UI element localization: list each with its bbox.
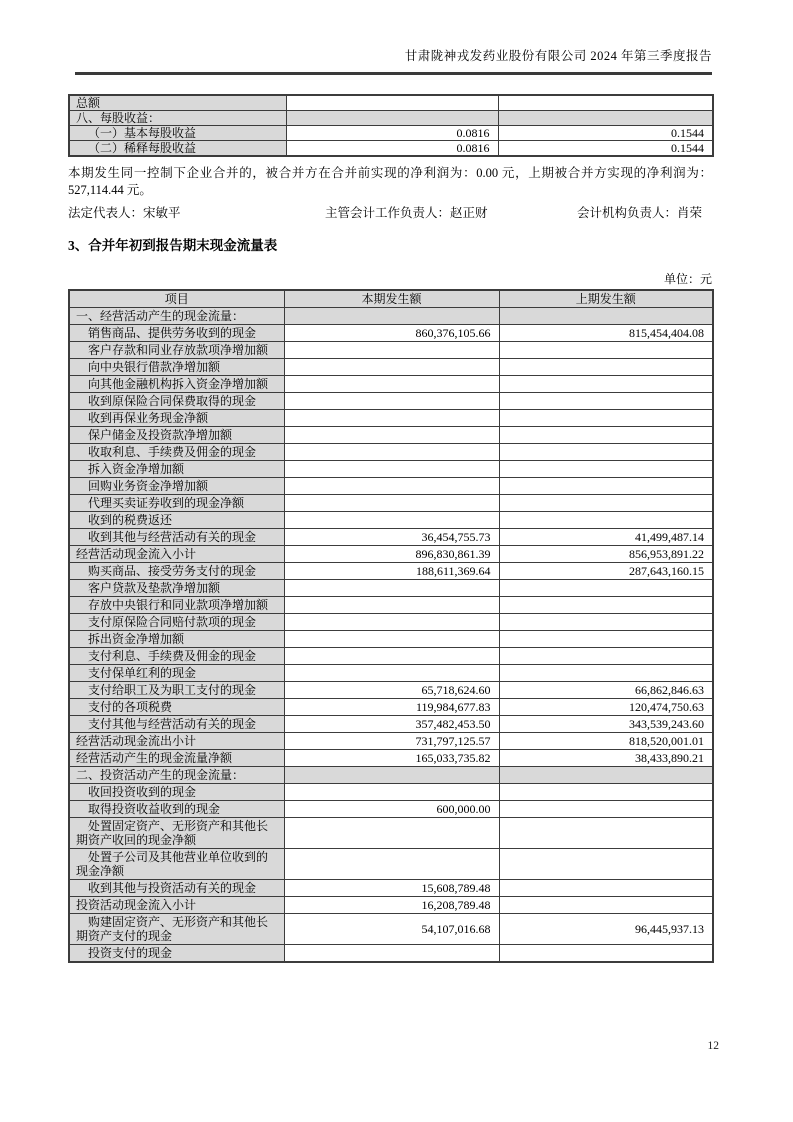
prior-value-cell — [499, 783, 713, 800]
merger-note-paragraph: 本期发生同一控制下企业合并的，被合并方在合并前实现的净利润为：0.00 元，上期被合并方实现的净利润为：527,114.44 元。 — [68, 165, 712, 197]
header-row — [69, 290, 713, 308]
col-prior-header: 上期发生额 — [499, 290, 713, 308]
prior-value-cell — [499, 341, 713, 358]
row-label: 向其他金融机构拆入资金净增加额 — [69, 375, 284, 392]
row-label: 投资活动现金流入小计 — [69, 896, 284, 913]
prior-value-cell — [499, 409, 713, 426]
current-value-cell — [284, 375, 499, 392]
row-label: 代理买卖证券收到的现金净额 — [69, 494, 284, 511]
table-row — [69, 460, 713, 477]
table-row — [69, 800, 713, 817]
current-value-cell — [284, 817, 499, 848]
prior-value-cell — [499, 817, 713, 848]
row-label: （二）稀释每股收益 — [69, 140, 286, 156]
table-row — [69, 596, 713, 613]
row-label: 八、每股收益： — [69, 110, 286, 125]
cashflow-table-header — [69, 290, 713, 308]
prior-value-cell — [499, 477, 713, 494]
row-label: 投资支付的现金 — [69, 944, 284, 962]
row-label: 支付给职工及为职工支付的现金 — [69, 681, 284, 698]
row-label: 收到原保险合同保费取得的现金 — [69, 392, 284, 409]
row-label: 收到其他与经营活动有关的现金 — [69, 528, 284, 545]
current-value-cell — [284, 477, 499, 494]
row-label: 拆出资金净增加额 — [69, 630, 284, 647]
prior-value-cell: 815,454,404.08 — [499, 324, 713, 341]
prior-value-cell — [499, 426, 713, 443]
prior-value-cell — [498, 110, 713, 125]
eps-table — [68, 94, 714, 157]
current-value-cell — [284, 494, 499, 511]
table-row — [69, 375, 713, 392]
current-value-cell — [284, 596, 499, 613]
page-number: 12 — [707, 1040, 719, 1052]
header-rule — [75, 72, 712, 75]
col-current-header: 本期发生额 — [284, 290, 499, 308]
row-label: 支付保单红利的现金 — [69, 664, 284, 681]
row-label: 支付利息、手续费及佣金的现金 — [69, 647, 284, 664]
prior-value-cell — [499, 460, 713, 477]
prior-value-cell: 96,445,937.13 — [499, 913, 713, 944]
table-row — [69, 944, 713, 962]
prior-value-cell: 41,499,487.14 — [499, 528, 713, 545]
current-value-cell — [284, 848, 499, 879]
table-row — [69, 95, 713, 111]
row-label: 支付其他与经营活动有关的现金 — [69, 715, 284, 732]
current-value-cell — [284, 443, 499, 460]
prior-value-cell — [499, 358, 713, 375]
table-row — [69, 545, 713, 562]
current-value-cell: 16,208,789.48 — [284, 896, 499, 913]
row-label: 拆入资金净增加额 — [69, 460, 284, 477]
table-row — [69, 715, 713, 732]
table-row — [69, 125, 713, 140]
table-row — [69, 562, 713, 579]
current-value-cell — [284, 307, 499, 324]
current-value-cell: 0.0816 — [286, 125, 498, 140]
current-value-cell: 65,718,624.60 — [284, 681, 499, 698]
table-row — [69, 579, 713, 596]
row-label: 经营活动现金流入小计 — [69, 545, 284, 562]
current-value-cell — [284, 341, 499, 358]
current-value-cell — [284, 426, 499, 443]
prior-value-cell: 343,539,243.60 — [499, 715, 713, 732]
table-row — [69, 426, 713, 443]
current-value-cell: 896,830,861.39 — [284, 545, 499, 562]
row-label: 总额 — [69, 95, 286, 111]
current-value-cell: 119,984,677.83 — [284, 698, 499, 715]
current-value-cell: 15,608,789.48 — [284, 879, 499, 896]
prior-value-cell — [499, 494, 713, 511]
prior-value-cell: 38,433,890.21 — [499, 749, 713, 766]
table-row — [69, 681, 713, 698]
prior-value-cell: 66,862,846.63 — [499, 681, 713, 698]
row-label: 经营活动现金流出小计 — [69, 732, 284, 749]
table-row — [69, 341, 713, 358]
current-value-cell — [284, 664, 499, 681]
current-value-cell — [284, 409, 499, 426]
table-row — [69, 766, 713, 783]
row-label: 处置子公司及其他营业单位收到的现金净额 — [69, 848, 284, 879]
cashflow-table-body — [69, 307, 713, 962]
current-value-cell — [284, 766, 499, 783]
prior-value-cell — [499, 375, 713, 392]
table-row — [69, 409, 713, 426]
current-value-cell — [284, 392, 499, 409]
prior-value-cell — [499, 511, 713, 528]
row-label: 取得投资收益收到的现金 — [69, 800, 284, 817]
table-row — [69, 511, 713, 528]
prior-value-cell — [499, 766, 713, 783]
current-value-cell — [286, 110, 498, 125]
prior-value-cell — [499, 596, 713, 613]
row-label: 客户贷款及垫款净增加额 — [69, 579, 284, 596]
section-heading: 3、合并年初到报告期末现金流量表 — [68, 237, 278, 253]
table-row — [69, 110, 713, 125]
table-row — [69, 848, 713, 879]
prior-value-cell — [499, 647, 713, 664]
table-row — [69, 307, 713, 324]
current-value-cell — [284, 511, 499, 528]
row-label: 存放中央银行和同业款项净增加额 — [69, 596, 284, 613]
table-row — [69, 664, 713, 681]
chief-accountant-signatory: 主管会计工作负责人：赵正财 — [325, 205, 488, 220]
row-label: 收取利息、手续费及佣金的现金 — [69, 443, 284, 460]
prior-value-cell — [499, 896, 713, 913]
prior-value-cell — [498, 95, 713, 111]
current-value-cell — [284, 460, 499, 477]
current-value-cell: 860,376,105.66 — [284, 324, 499, 341]
table-row — [69, 896, 713, 913]
prior-value-cell — [499, 848, 713, 879]
table-row — [69, 358, 713, 375]
prior-value-cell — [499, 800, 713, 817]
row-label: 收到其他与投资活动有关的现金 — [69, 879, 284, 896]
prior-value-cell — [499, 944, 713, 962]
prior-value-cell: 287,643,160.15 — [499, 562, 713, 579]
table-row — [69, 477, 713, 494]
table-row — [69, 630, 713, 647]
current-value-cell — [284, 647, 499, 664]
row-label: 购买商品、接受劳务支付的现金 — [69, 562, 284, 579]
prior-value-cell — [499, 879, 713, 896]
doc-header-title: 甘肃陇神戎发药业股份有限公司 2024 年第三季度报告 — [404, 49, 712, 63]
row-label: 经营活动产生的现金流量净额 — [69, 749, 284, 766]
legal-representative: 法定代表人：宋敏平 — [68, 205, 181, 220]
table-row — [69, 817, 713, 848]
table-row — [69, 613, 713, 630]
prior-value-cell — [499, 392, 713, 409]
table-row — [69, 647, 713, 664]
prior-value-cell — [499, 443, 713, 460]
current-value-cell: 731,797,125.57 — [284, 732, 499, 749]
table-row — [69, 528, 713, 545]
table-row — [69, 392, 713, 409]
current-value-cell: 165,033,735.82 — [284, 749, 499, 766]
prior-value-cell — [499, 630, 713, 647]
row-label: 向中央银行借款净增加额 — [69, 358, 284, 375]
col-item-header: 项目 — [69, 290, 284, 308]
current-value-cell — [284, 613, 499, 630]
current-value-cell: 600,000.00 — [284, 800, 499, 817]
table-row — [69, 749, 713, 766]
current-value-cell: 54,107,016.68 — [284, 913, 499, 944]
table-row — [69, 140, 713, 156]
prior-value-cell: 818,520,001.01 — [499, 732, 713, 749]
current-value-cell — [286, 95, 498, 111]
row-label: 回购业务资金净增加额 — [69, 477, 284, 494]
prior-value-cell: 0.1544 — [498, 125, 713, 140]
accounting-head-signatory: 会计机构负责人：肖荣 — [577, 205, 703, 220]
prior-value-cell: 0.1544 — [498, 140, 713, 156]
current-value-cell: 36,454,755.73 — [284, 528, 499, 545]
table-row — [69, 698, 713, 715]
row-label: 收回投资收到的现金 — [69, 783, 284, 800]
eps-table-body — [69, 95, 713, 156]
current-value-cell: 188,611,369.64 — [284, 562, 499, 579]
row-label: 销售商品、提供劳务收到的现金 — [69, 324, 284, 341]
prior-value-cell: 120,474,750.63 — [499, 698, 713, 715]
table-row — [69, 443, 713, 460]
table-row — [69, 324, 713, 341]
prior-value-cell — [499, 579, 713, 596]
row-label: 客户存款和同业存放款项净增加额 — [69, 341, 284, 358]
row-label: 支付的各项税费 — [69, 698, 284, 715]
row-label: （一）基本每股收益 — [69, 125, 286, 140]
row-label: 购建固定资产、无形资产和其他长期资产支付的现金 — [69, 913, 284, 944]
table-row — [69, 783, 713, 800]
current-value-cell — [284, 944, 499, 962]
row-label: 收到再保业务现金净额 — [69, 409, 284, 426]
table-row — [69, 732, 713, 749]
unit-label: 单位：元 — [663, 271, 712, 286]
row-label: 二、投资活动产生的现金流量： — [69, 766, 284, 783]
prior-value-cell — [499, 613, 713, 630]
current-value-cell — [284, 579, 499, 596]
row-label: 保户储金及投资款净增加额 — [69, 426, 284, 443]
prior-value-cell: 856,953,891.22 — [499, 545, 713, 562]
prior-value-cell — [499, 307, 713, 324]
current-value-cell — [284, 630, 499, 647]
current-value-cell — [284, 783, 499, 800]
row-label: 处置固定资产、无形资产和其他长期资产收回的现金净额 — [69, 817, 284, 848]
signature-row — [68, 205, 712, 222]
prior-value-cell — [499, 664, 713, 681]
current-value-cell: 357,482,453.50 — [284, 715, 499, 732]
row-label: 支付原保险合同赔付款项的现金 — [69, 613, 284, 630]
current-value-cell: 0.0816 — [286, 140, 498, 156]
row-label: 收到的税费返还 — [69, 511, 284, 528]
cashflow-table — [68, 289, 714, 963]
table-row — [69, 494, 713, 511]
table-row — [69, 913, 713, 944]
table-row — [69, 879, 713, 896]
current-value-cell — [284, 358, 499, 375]
row-label: 一、经营活动产生的现金流量： — [69, 307, 284, 324]
